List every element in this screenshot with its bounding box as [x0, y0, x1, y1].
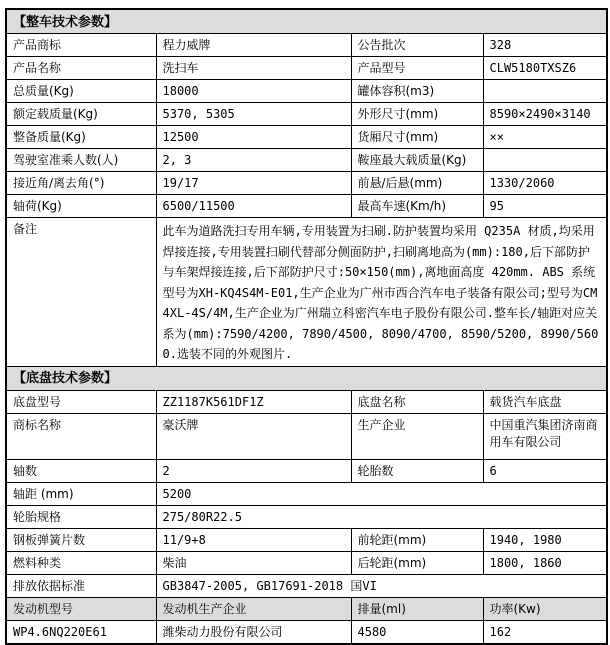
field-label: 轴数	[6, 459, 156, 482]
field-label: 接近角/离去角(°)	[6, 172, 156, 195]
field-value: GB3847-2005, GB17691-2018 国VI	[156, 574, 607, 597]
table-row	[6, 172, 607, 195]
section-title-vehicle: 【整车技术参数】	[6, 9, 607, 34]
field-label: 底盘型号	[6, 390, 156, 413]
engine-col-header: 功率(Kw)	[483, 597, 607, 620]
table-row	[6, 482, 607, 505]
section-title-chassis: 【底盘技术参数】	[6, 366, 607, 390]
field-value: 1330/2060	[483, 172, 607, 195]
spec-table	[5, 8, 608, 645]
table-row	[6, 80, 607, 103]
field-value: 载货汽车底盘	[483, 390, 607, 413]
engine-col-header: 排量(ml)	[351, 597, 483, 620]
field-label: 轮胎规格	[6, 505, 156, 528]
engine-data-row	[6, 620, 607, 644]
field-value: 11/9+8	[156, 528, 351, 551]
field-value: CLW5180TXSZ6	[483, 57, 607, 80]
field-label: 排放依据标准	[6, 574, 156, 597]
remark-text: 此车为道路洗扫专用车辆,专用装置为扫刷.防护装置均采用 Q235A 材质,均采用焊接连接,专用装置扫刷代替部分侧面防护,扫刷离地高为(mm):180,后下部防护与车架焊接连接,后下部防护尺寸:50×150(mm),离地面高度 420mm. ABS 系统型号为XH-KQ4S4M-E01,生产企业为广州市西合汽车电子装备有限公司;型号为CM4XL-4S/4M,生产企业为广州瑞立科密汽车电子股份有限公司.整车长/轴距对应关系为(mm):7590/4200, 7890/4500, 8090/4700, 8590/5200, 8990/5600.选装不同的外观图片.	[156, 218, 607, 367]
table-row	[6, 149, 607, 172]
engine-power: 162	[483, 620, 607, 644]
field-value: ZZ1187K561DF1Z	[156, 390, 351, 413]
field-label: 商标名称	[6, 413, 156, 459]
field-value: 328	[483, 34, 607, 57]
field-label: 货厢尺寸(mm)	[351, 126, 483, 149]
field-value: 6500/11500	[156, 195, 351, 218]
table-row	[6, 528, 607, 551]
field-label: 罐体容积(m3)	[351, 80, 483, 103]
field-label: 前悬/后悬(mm)	[351, 172, 483, 195]
field-label: 总质量(Kg)	[6, 80, 156, 103]
field-label: 燃料种类	[6, 551, 156, 574]
field-label: 钢板弹簧片数	[6, 528, 156, 551]
table-row	[6, 390, 607, 413]
field-value: 中国重汽集团济南商用车有限公司	[483, 413, 607, 459]
remark-row	[6, 218, 607, 367]
table-row	[6, 574, 607, 597]
table-row	[6, 459, 607, 482]
table-row	[6, 103, 607, 126]
field-label: 最高车速(Km/h)	[351, 195, 483, 218]
table-row	[6, 413, 607, 459]
field-label: 轴距 (mm)	[6, 482, 156, 505]
field-value: 5370, 5305	[156, 103, 351, 126]
field-label: 后轮距(mm)	[351, 551, 483, 574]
field-value: 2	[156, 459, 351, 482]
field-value: 5200	[156, 482, 607, 505]
engine-header-row	[6, 597, 607, 620]
field-value: 8590×2490×3140	[483, 103, 607, 126]
field-value	[483, 149, 607, 172]
table-row	[6, 505, 607, 528]
field-label: 底盘名称	[351, 390, 483, 413]
section-header-row	[6, 9, 607, 34]
table-row	[6, 126, 607, 149]
field-label: 产品商标	[6, 34, 156, 57]
table-row	[6, 195, 607, 218]
engine-displacement: 4580	[351, 620, 483, 644]
remark-label: 备注	[6, 218, 156, 367]
field-label: 公告批次	[351, 34, 483, 57]
field-value: 275/80R22.5	[156, 505, 607, 528]
field-label: 产品型号	[351, 57, 483, 80]
field-value: 18000	[156, 80, 351, 103]
field-value: 洗扫车	[156, 57, 351, 80]
field-label: 整备质量(Kg)	[6, 126, 156, 149]
table-row	[6, 551, 607, 574]
field-label: 前轮距(mm)	[351, 528, 483, 551]
section-header-row	[6, 366, 607, 390]
table-row	[6, 57, 607, 80]
field-value: 豪沃牌	[156, 413, 351, 459]
engine-col-header: 发动机型号	[6, 597, 156, 620]
field-value: 95	[483, 195, 607, 218]
field-value: 19/17	[156, 172, 351, 195]
field-value: 6	[483, 459, 607, 482]
field-label: 外形尺寸(mm)	[351, 103, 483, 126]
field-label: 轮胎数	[351, 459, 483, 482]
table-row	[6, 34, 607, 57]
field-value	[483, 80, 607, 103]
field-value: 1940, 1980	[483, 528, 607, 551]
field-value: 2, 3	[156, 149, 351, 172]
engine-col-header: 发动机生产企业	[156, 597, 351, 620]
field-label: 轴荷(Kg)	[6, 195, 156, 218]
field-value: ××	[483, 126, 607, 149]
field-label: 生产企业	[351, 413, 483, 459]
field-value: 柴油	[156, 551, 351, 574]
engine-manufacturer: 潍柴动力股份有限公司	[156, 620, 351, 644]
field-value: 程力威牌	[156, 34, 351, 57]
field-label: 鞍座最大载质量(Kg)	[351, 149, 483, 172]
field-value: 12500	[156, 126, 351, 149]
field-value: 1800, 1860	[483, 551, 607, 574]
field-label: 额定载质量(Kg)	[6, 103, 156, 126]
field-label: 驾驶室准乘人数(人)	[6, 149, 156, 172]
field-label: 产品名称	[6, 57, 156, 80]
engine-model: WP4.6NQ220E61	[6, 620, 156, 644]
